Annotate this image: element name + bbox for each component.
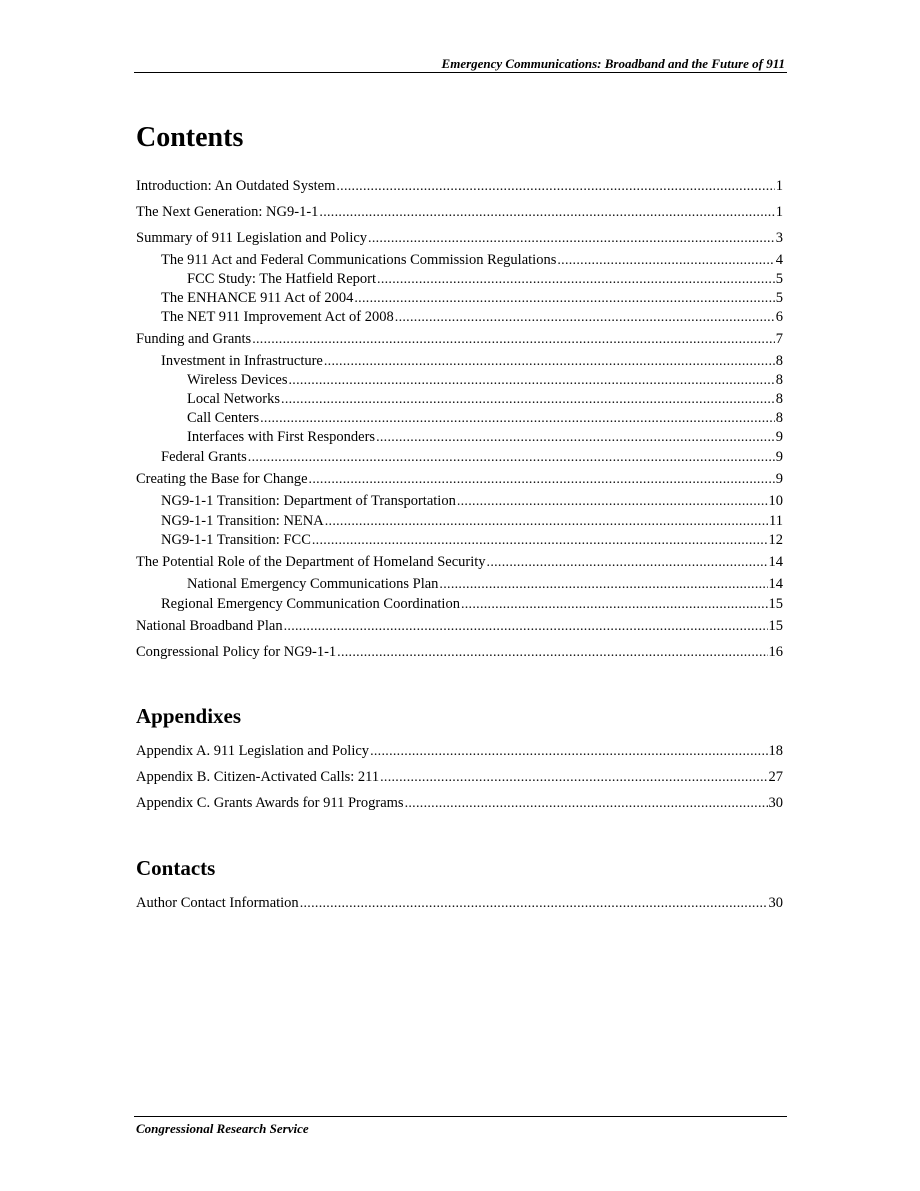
- toc-entry[interactable]: Local Networks . . . 8: [187, 390, 783, 408]
- toc-entry[interactable]: The NET 911 Improvement Act of 2008 . . . 6: [161, 308, 783, 326]
- toc-entry[interactable]: Call Centers . . . 8: [187, 409, 783, 427]
- toc-entry[interactable]: Wireless Devices . . . 8: [187, 371, 783, 389]
- toc-entry[interactable]: Summary of 911 Legislation and Policy . . . 3: [136, 229, 783, 247]
- running-footer: Congressional Research Service: [136, 1121, 309, 1136]
- contents-heading: Contents: [136, 122, 244, 153]
- toc-entry[interactable]: Regional Emergency Communication Coordination . . . 15: [161, 595, 783, 613]
- toc-entry[interactable]: Appendix C. Grants Awards for 911 Programs . . . 30: [136, 794, 783, 812]
- toc-entry[interactable]: The Next Generation: NG9-1-1 . . . 1: [136, 203, 783, 221]
- toc-entry[interactable]: Investment in Infrastructure . . . 8: [161, 352, 783, 370]
- toc-entry[interactable]: Introduction: An Outdated System . . . 1: [136, 177, 783, 195]
- toc-entry[interactable]: Author Contact Information . . . 30: [136, 894, 783, 912]
- toc-entry[interactable]: NG9-1-1 Transition: Department of Transportation . . . 10: [161, 492, 783, 510]
- contacts-heading: Contacts: [136, 856, 216, 880]
- toc-entry[interactable]: The 911 Act and Federal Communications Commission Regulations . . . 4: [161, 251, 783, 269]
- header-rule: [134, 72, 787, 73]
- toc-entry[interactable]: Appendix A. 911 Legislation and Policy . . . 18: [136, 742, 783, 760]
- toc-entry[interactable]: The Potential Role of the Department of Homeland Security . . . 14: [136, 553, 783, 571]
- toc-entry[interactable]: Funding and Grants . . . 7: [136, 330, 783, 348]
- toc-entry[interactable]: NG9-1-1 Transition: FCC . . . 12: [161, 531, 783, 549]
- toc-entry[interactable]: National Broadband Plan . . . 15: [136, 617, 783, 635]
- toc-entry[interactable]: Creating the Base for Change . . . 9: [136, 470, 783, 488]
- toc-entry[interactable]: Federal Grants . . . 9: [161, 448, 783, 466]
- toc-entry[interactable]: Interfaces with First Responders . . . 9: [187, 428, 783, 446]
- running-header: Emergency Communications: Broadband and the Future of 911: [441, 56, 785, 71]
- toc-entry[interactable]: FCC Study: The Hatfield Report . . . 5: [187, 270, 783, 288]
- toc-entry[interactable]: NG9-1-1 Transition: NENA . . . 11: [161, 512, 783, 530]
- footer-rule: [134, 1116, 787, 1117]
- toc-entry[interactable]: National Emergency Communications Plan . . . 14: [187, 575, 783, 593]
- toc-entry[interactable]: Appendix B. Citizen-Activated Calls: 211 . . . 27: [136, 768, 783, 786]
- toc-entry[interactable]: The ENHANCE 911 Act of 2004 . . . 5: [161, 289, 783, 307]
- toc-entry[interactable]: Congressional Policy for NG9-1-1 . . . 16: [136, 643, 783, 661]
- appendixes-heading: Appendixes: [136, 704, 242, 728]
